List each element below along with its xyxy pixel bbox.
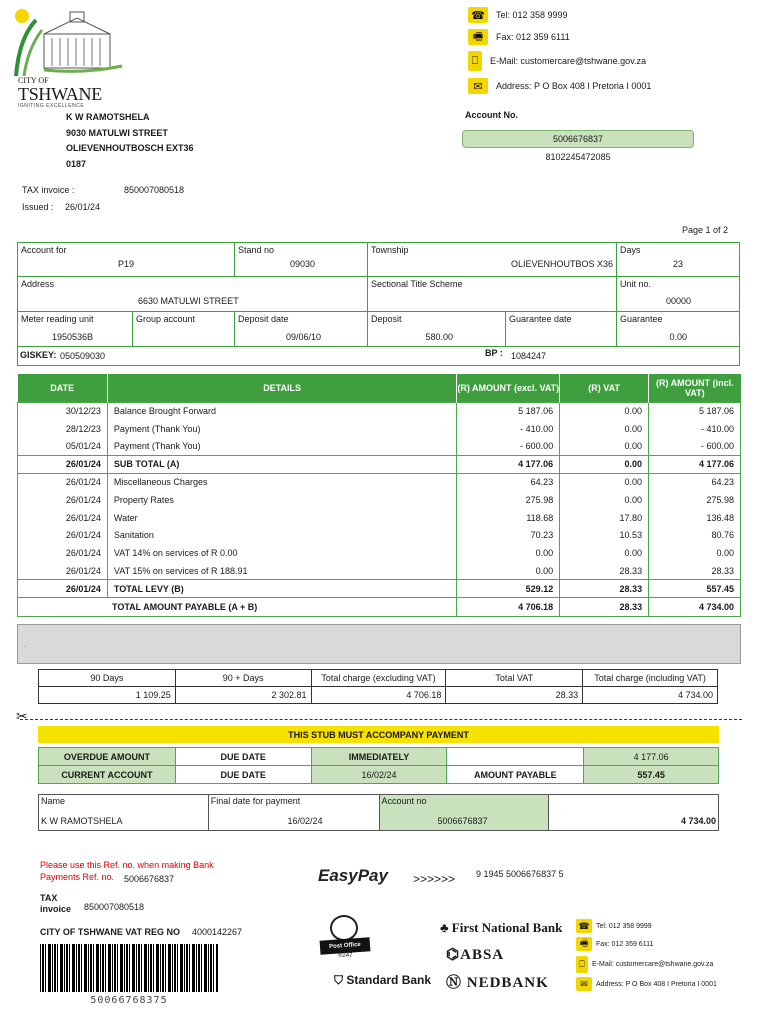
- nedbank-emblem-icon: Ⓝ: [446, 975, 463, 991]
- township-cell: Township OLIEVENHOUTBOS X36: [367, 242, 617, 277]
- table-row: 26/01/24 Property Rates 275.98 0.00 275.98: [18, 491, 741, 509]
- fnb-logo: ♣ First National Bank: [440, 920, 563, 935]
- header-vat: (R) VAT: [560, 374, 649, 402]
- guarantee-date-cell: Guarantee date: [505, 311, 617, 347]
- footer-contact-fax: 🖷 Fax: 012 359 6111: [576, 937, 653, 951]
- overdue-amount: 4 177.06: [584, 748, 719, 766]
- aging-header-row: 90 Days 90 + Days Total charge (excluding VAT) Total VAT Total charge (including VAT): [39, 670, 718, 687]
- table-row: 26/01/24 VAT 14% on services of R 0.00 0.00 0.00 0.00: [18, 544, 741, 562]
- barcode: [40, 944, 218, 992]
- guarantee-cell: Guarantee 0.00: [616, 311, 740, 347]
- tax-invoice-value: 850007080518: [124, 185, 185, 195]
- absa-logo: ⌬ABSA: [446, 947, 505, 963]
- meter-cell: Meter reading unit 1950536B: [17, 311, 133, 347]
- aging-table: [38, 669, 718, 704]
- giskey-value: 050509030: [60, 351, 106, 361]
- mouse-icon: ⎕: [468, 51, 482, 71]
- fnb-tree-icon: ♣: [440, 920, 449, 935]
- account-no-label: Account No.: [465, 110, 518, 120]
- due-date: 16/02/24: [311, 766, 447, 784]
- city-hall-emblem-icon: [14, 8, 124, 78]
- giskey-row: GISKEY: 050509030 BP : 1084247: [17, 346, 740, 366]
- levy-row: 26/01/24 TOTAL LEVY (B) 529.12 28.33 557.45: [18, 580, 741, 598]
- logo-name: TSHWANE: [18, 84, 102, 104]
- easypay-number: 9 1945 5006676837 5: [476, 869, 564, 879]
- header-amount-incl: (R) AMOUNT (incl. VAT): [649, 374, 741, 402]
- ref-instruction: Please use this Ref. no. when making Bank: [40, 860, 214, 870]
- logo-city: CITY OF: [18, 76, 49, 85]
- bp-value: 1084247: [511, 351, 547, 361]
- table-row: 26/01/24 VAT 15% on services of R 188.91 0.00 28.33 28.33: [18, 562, 741, 580]
- stub-table: [38, 747, 719, 784]
- fax-icon: 🖷: [576, 937, 592, 951]
- group-account-cell: Group account: [132, 311, 235, 347]
- total-payable-row: TOTAL AMOUNT PAYABLE (A + B) 4 706.18 28.33 4 734.00: [18, 598, 741, 617]
- charges-table: [17, 374, 741, 617]
- message-box: .: [17, 624, 741, 664]
- standard-bank-logo: ⛉ Standard Bank: [334, 973, 432, 987]
- payment-name-cell: Name K W RAMOTSHELA: [39, 795, 209, 831]
- payment-account-cell: Account no 5006676837: [379, 795, 549, 831]
- ref-label: Payments Ref. no.: [40, 872, 115, 882]
- easypay-arrows: >>>>>>: [413, 872, 456, 886]
- easypay-logo: EasyPay: [318, 866, 388, 885]
- customer-address: [66, 110, 194, 172]
- post-office-logo: Post Office ®247: [318, 915, 382, 961]
- logo-tagline: IGNITING EXCELLENCE: [18, 103, 85, 109]
- mouse-icon: ⎕: [576, 956, 588, 973]
- issued-date: 26/01/24: [65, 202, 101, 212]
- contact-address: ✉ Address: P O Box 408 I Pretoria I 0001: [468, 78, 651, 94]
- deposit-cell: Deposit 580.00: [367, 311, 506, 347]
- nedbank-logo: Ⓝ NEDBANK: [446, 975, 549, 991]
- vat-reg-no: 4000142267: [192, 927, 243, 937]
- guarantee-value: 0.00: [669, 332, 687, 342]
- table-row: 30/12/23 Balance Brought Forward 5 187.06 0.00 5 187.06: [18, 402, 741, 420]
- phone-icon: ☎: [576, 919, 592, 933]
- cut-line: [20, 719, 742, 720]
- meter-value: 1950536B: [52, 332, 94, 342]
- table-header: [18, 374, 741, 402]
- absa-emblem-icon: ⌬: [446, 947, 461, 963]
- payment-name: K W RAMOTSHELA: [41, 816, 123, 826]
- tax-invoice-label: TAX invoice :: [22, 185, 75, 195]
- customer-line1: 9030 MATULWI STREET: [66, 127, 168, 138]
- envelope-icon: ✉: [576, 977, 592, 991]
- payment-total-cell: [549, 795, 719, 831]
- phone-icon: ☎: [468, 7, 488, 23]
- table-row: 26/01/24 Water 118.68 17.80 136.48: [18, 509, 741, 527]
- sectional-title-cell: Sectional Title Scheme: [367, 276, 617, 312]
- customer-line3: 0187: [66, 158, 87, 169]
- fax-icon: 🖷: [468, 29, 488, 45]
- days-cell: Days 23: [616, 242, 740, 277]
- deposit-date-cell: Deposit date 09/06/10: [234, 311, 368, 347]
- payment-account: 5006676837: [437, 816, 488, 826]
- envelope-icon: ✉: [468, 78, 488, 94]
- amount-payable: 557.45: [584, 766, 719, 784]
- account-for-cell: Account for P19: [17, 242, 235, 277]
- page-number: Page 1 of 2: [682, 225, 729, 235]
- aging-value-row: 1 109.25 2 302.81 4 706.18 28.33 4 734.00: [39, 687, 718, 704]
- customer-name: K W RAMOTSHELA: [66, 112, 150, 122]
- payment-final-date: 16/02/24: [287, 816, 323, 826]
- stub-title: THIS STUB MUST ACCOMPANY PAYMENT: [38, 726, 719, 743]
- header-details: DETAILS: [107, 374, 456, 402]
- overdue-row: OVERDUE AMOUNT DUE DATE IMMEDIATELY 4 177.06: [39, 748, 719, 766]
- days-value: 23: [673, 259, 684, 269]
- account-secondary: 8102245472085: [545, 152, 611, 162]
- deposit-date-value: 09/06/10: [285, 332, 321, 342]
- scissors-icon: ✂: [16, 708, 28, 724]
- table-row: 28/12/23 Payment (Thank You) - 410.00 0.00 - 410.00: [18, 420, 741, 438]
- shield-icon: ⛉: [334, 973, 344, 987]
- current-row: CURRENT ACCOUNT DUE DATE 16/02/24 AMOUNT PAYABLE 557.45: [39, 766, 719, 784]
- stand-no-cell: Stand no 09030: [234, 242, 368, 277]
- footer-tax-value: 850007080518: [84, 902, 145, 912]
- footer-contact-address: ✉ Address: P O Box 408 I Pretoria I 0001: [576, 977, 717, 991]
- stand-no-value: 09030: [289, 259, 315, 269]
- deposit-value: 580.00: [425, 332, 453, 342]
- post-office-emblem-icon: [330, 915, 358, 941]
- payment-details-table: [38, 794, 719, 831]
- table-row: 05/01/24 Payment (Thank You) - 600.00 0.00 - 600.00: [18, 438, 741, 456]
- contact-fax: 🖷 Fax: 012 359 6111: [468, 29, 570, 45]
- footer-contact-email: ⎕ E-Mail: customercare@tshwane.gov.za: [576, 956, 713, 973]
- unit-no-cell: Unit no. 00000: [616, 276, 740, 312]
- address-cell: Address 6630 MATULWI STREET: [17, 276, 368, 312]
- township-value: OLIEVENHOUTBOS X36: [510, 259, 613, 269]
- header-amount-excl: (R) AMOUNT (excl. VAT): [457, 374, 560, 402]
- footer-contact-tel: ☎ Tel: 012 358 9999: [576, 919, 652, 933]
- account-for-value: P19: [118, 259, 135, 269]
- header-date: DATE: [18, 374, 108, 402]
- ref-number: 5006676837: [124, 874, 175, 884]
- payment-final-date-cell: Final date for payment 16/02/24: [208, 795, 379, 831]
- unit-no-value: 00000: [665, 296, 691, 306]
- contact-email: ⎕ E-Mail: customercare@tshwane.gov.za: [468, 51, 646, 71]
- table-row: 26/01/24 Miscellaneous Charges 64.23 0.00 64.23: [18, 473, 741, 491]
- table-row: 26/01/24 Sanitation 70.23 10.53 80.76: [18, 527, 741, 545]
- issued-label: Issued :: [22, 202, 54, 212]
- city-logo: [14, 8, 124, 108]
- contact-tel: ☎ Tel: 012 358 9999: [468, 7, 568, 23]
- address-value: 6630 MATULWI STREET: [138, 296, 239, 306]
- payment-total: 4 734.00: [680, 816, 716, 826]
- customer-line2: OLIEVENHOUTBOSCH EXT36: [66, 143, 194, 153]
- barcode-number: 50066768375: [90, 995, 168, 1006]
- account-number-box: 5006676837: [462, 130, 694, 148]
- subtotal-row: 26/01/24 SUB TOTAL (A) 4 177.06 0.00 4 177.06: [18, 455, 741, 473]
